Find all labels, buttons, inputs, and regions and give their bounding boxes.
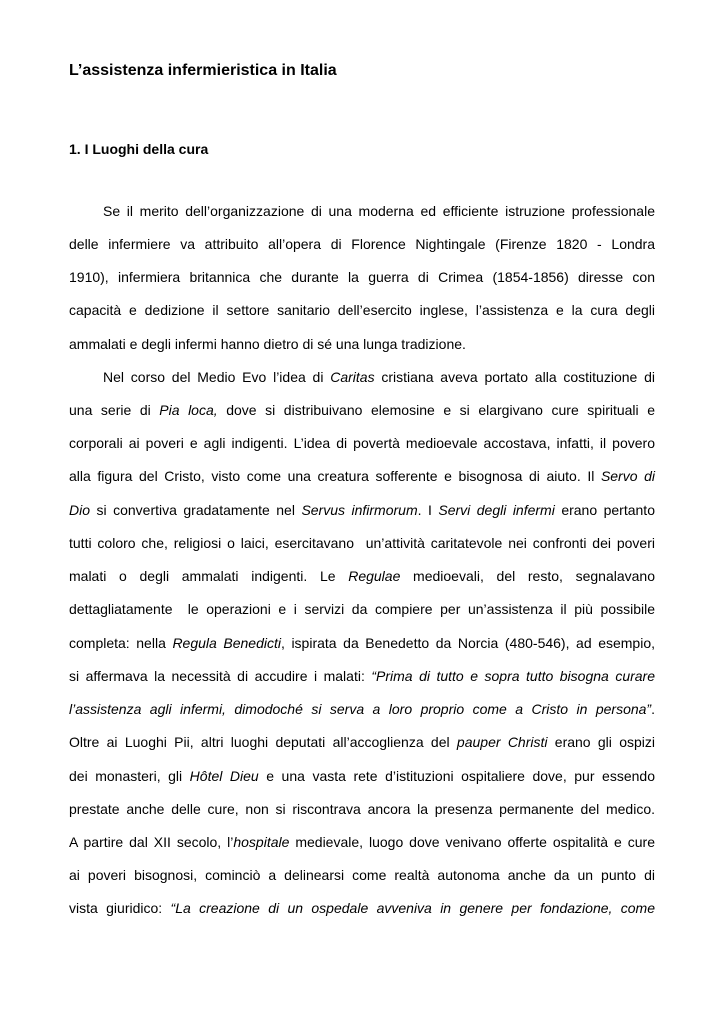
italic-text: Caritas bbox=[330, 369, 375, 385]
italic-text: Servus infirmorum bbox=[301, 502, 418, 518]
italic-text: Pia loca, bbox=[159, 402, 218, 418]
text-line bbox=[69, 234, 655, 254]
text-run: medioevali, del resto, segnalavano bbox=[400, 568, 655, 584]
text-run: corporali ai poveri e agli indigenti. L’idea di povertà medioevale accostava, infatti, il povero bbox=[69, 435, 655, 451]
text-line bbox=[69, 400, 655, 420]
text-run: . bbox=[651, 701, 655, 717]
text-run: medievale, luogo dove venivano offerte ospitalità e cure bbox=[289, 834, 656, 850]
text-run: vista giuridico: bbox=[69, 900, 171, 916]
text-run: malati o degli ammalati indigenti. Le bbox=[69, 568, 349, 584]
text-run: , ispirata da Benedetto da Norcia (480-546), ad esempio, bbox=[280, 635, 656, 651]
text-run: si affermava la necessità di accudire i malati: bbox=[69, 668, 372, 684]
text-line bbox=[69, 633, 655, 653]
text-line bbox=[69, 466, 655, 486]
text-run: si convertiva gradatamente nel bbox=[90, 502, 302, 518]
text-line bbox=[69, 267, 655, 287]
text-run: dei monasteri, gli bbox=[69, 768, 190, 784]
text-line bbox=[69, 666, 655, 686]
italic-text: pauper Christi bbox=[456, 734, 548, 750]
text-run: Oltre ai Luoghi Pii, altri luoghi deputati all’accoglienza del bbox=[69, 734, 457, 750]
text-run: e una vasta rete d’istituzioni ospitaliere dove, pur essendo bbox=[258, 768, 655, 784]
text-line bbox=[69, 799, 655, 819]
text-run: completa: nella bbox=[69, 635, 173, 651]
text-line bbox=[69, 865, 655, 885]
text-line bbox=[69, 732, 655, 752]
text-line bbox=[69, 699, 655, 719]
text-run: dettagliatamente le operazioni e i servizi da compiere per un’assistenza il più possibile bbox=[69, 601, 655, 617]
text-line bbox=[69, 832, 655, 852]
text-run: ai poveri bisognosi, cominciò a delinearsi come realtà autonoma anche da un punto di bbox=[69, 867, 655, 883]
text-line bbox=[103, 367, 655, 387]
italic-text: Dio bbox=[69, 502, 91, 518]
italic-text: Hôtel Dieu bbox=[189, 768, 259, 784]
italic-text: Regulae bbox=[348, 568, 401, 584]
italic-text: Regula Benedicti bbox=[172, 635, 281, 651]
text-run: Se il merito dell’organizzazione di una moderna ed efficiente istruzione professionale bbox=[103, 203, 655, 219]
text-line bbox=[103, 201, 655, 221]
text-run: . I bbox=[417, 502, 439, 518]
section-heading: 1. I Luoghi della cura bbox=[69, 141, 209, 157]
text-run: Nel corso del Medio Evo l’idea di bbox=[103, 369, 331, 385]
text-line bbox=[69, 766, 655, 786]
text-run: una serie di bbox=[69, 402, 160, 418]
text-line bbox=[69, 599, 655, 619]
text-line bbox=[69, 433, 655, 453]
text-run: erano pertanto bbox=[554, 502, 655, 518]
text-run: capacità e dedizione il settore sanitario dell’esercito inglese, l’assistenza e la cura degli bbox=[69, 302, 655, 318]
italic-text: Servi degli infermi bbox=[438, 502, 555, 518]
italic-text: l’assistenza agli infermi, dimodoché si serva a loro proprio come a Cristo in persona” bbox=[69, 701, 652, 717]
text-run: A partire dal XII secolo, l’ bbox=[69, 834, 234, 850]
text-run: alla figura del Cristo, visto come una creatura sofferente e bisognosa di aiuto. Il bbox=[69, 468, 601, 484]
text-run: tutti coloro che, religiosi o laici, esercitavano un’attività caritatevole nei confronti dei poveri bbox=[69, 535, 655, 551]
italic-text: Servo di bbox=[600, 468, 656, 484]
text-line bbox=[69, 500, 655, 520]
italic-text: hospitale bbox=[233, 834, 290, 850]
text-run: 1910), infermiera britannica che durante la guerra di Crimea (1854-1856) diresse con bbox=[69, 269, 655, 285]
text-line bbox=[69, 300, 655, 320]
text-line bbox=[69, 566, 655, 586]
text-run: prestate anche delle cure, non si riscontrava ancora la presenza permanente del medico. bbox=[69, 801, 655, 817]
text-run: delle infermiere va attribuito all’opera di Florence Nightingale (Firenze 1820 - Londra bbox=[69, 236, 655, 252]
text-run: erano gli ospizi bbox=[547, 734, 655, 750]
text-run: dove si distribuivano elemosine e si elargivano cure spirituali e bbox=[217, 402, 655, 418]
italic-text: “Prima di tutto e sopra tutto bisogna curare bbox=[371, 668, 656, 684]
text-line bbox=[69, 533, 655, 553]
text-run: ammalati e degli infermi hanno dietro di sé una lunga tradizione. bbox=[69, 336, 466, 352]
italic-text: “La creazione di un ospedale avveniva in genere per fondazione, come bbox=[170, 900, 655, 916]
text-line bbox=[69, 898, 655, 918]
text-run: cristiana aveva portato alla costituzione di bbox=[374, 369, 655, 385]
document-title: L’assistenza infermieristica in Italia bbox=[69, 62, 337, 79]
text-line bbox=[69, 334, 655, 354]
